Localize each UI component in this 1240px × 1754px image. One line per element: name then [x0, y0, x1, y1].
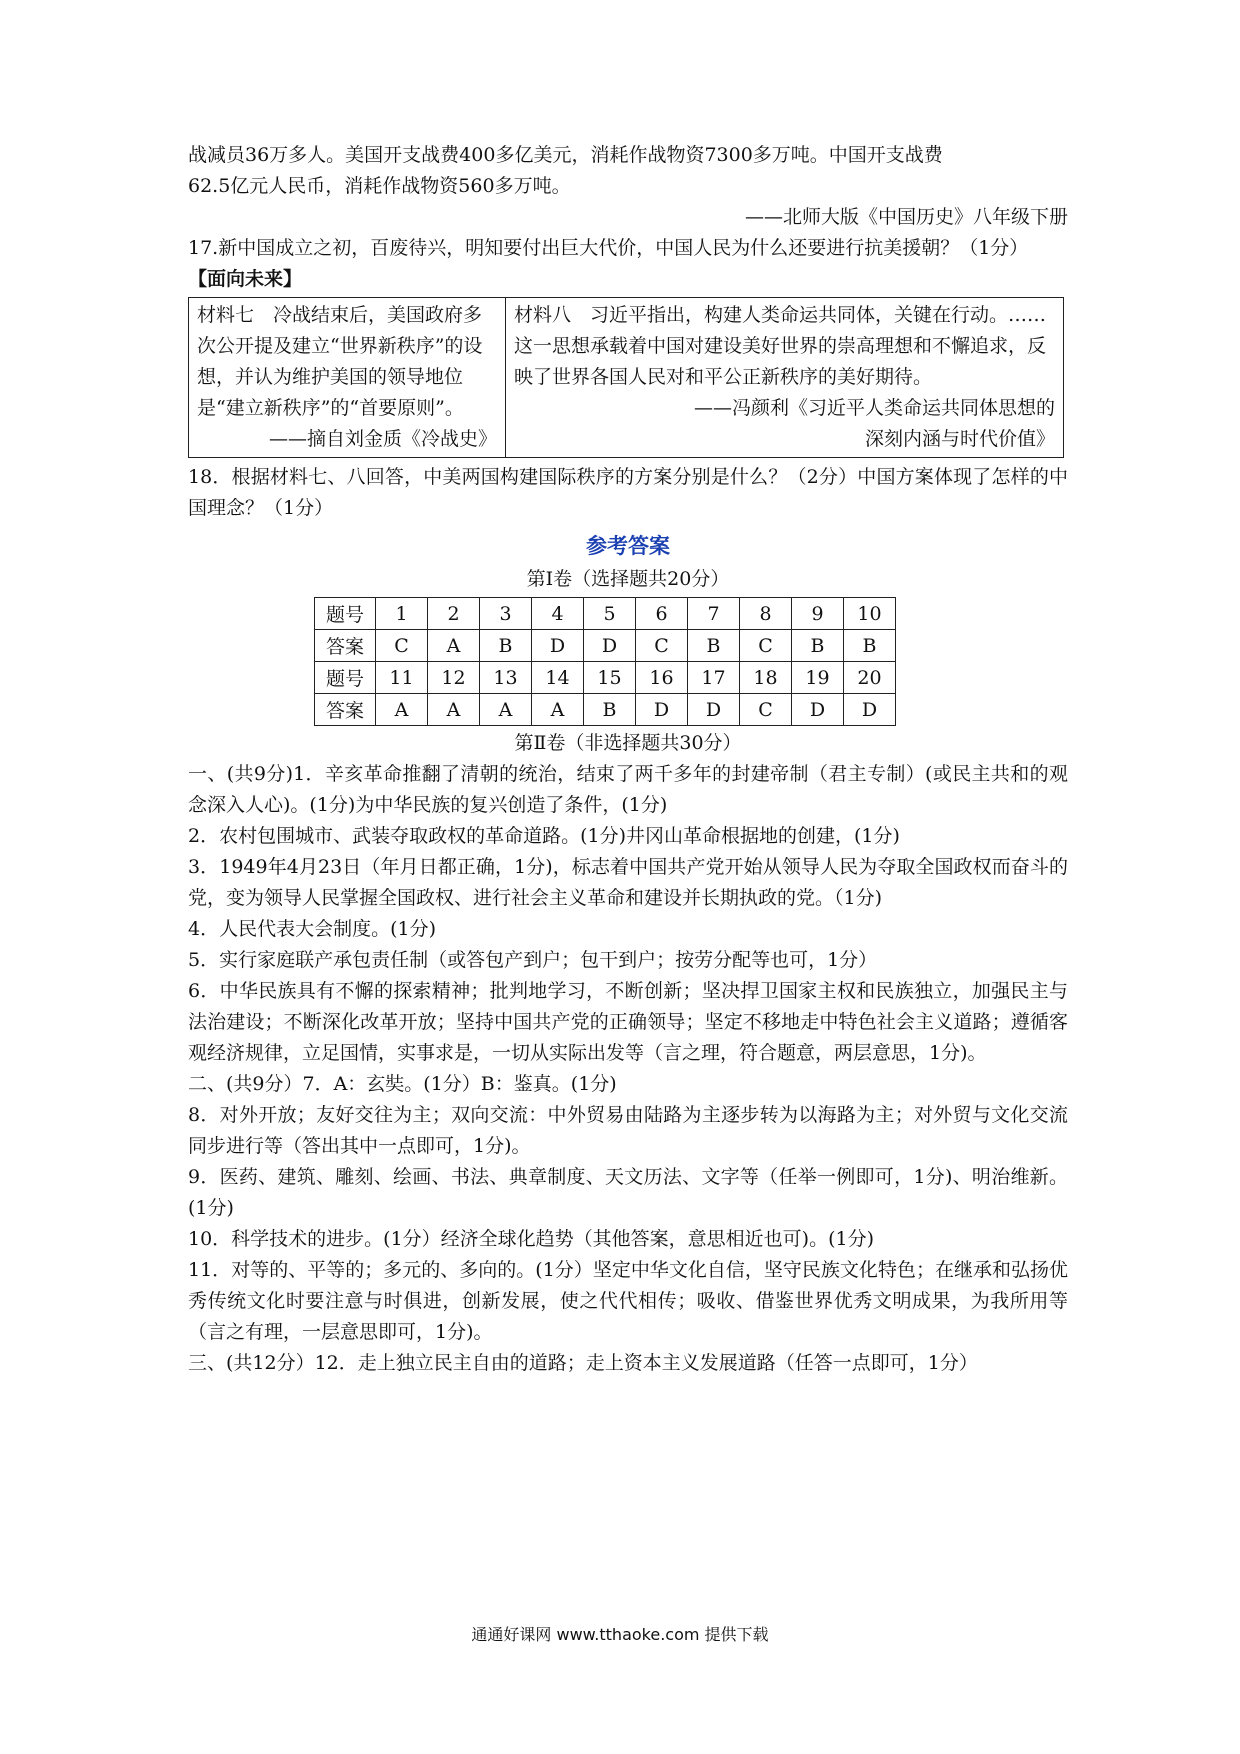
- material-7-source: ——摘自刘金质《冷战史》: [268, 428, 497, 450]
- table-cell: 4: [532, 598, 584, 630]
- answer-key-title: 参考答案: [586, 534, 670, 558]
- section-heading: 【面向未来】: [188, 268, 303, 290]
- header-cell: 答案: [315, 694, 376, 726]
- table-row: [315, 598, 896, 630]
- table-cell: D: [792, 694, 844, 726]
- table-cell: A: [376, 694, 428, 726]
- table-cell: C: [740, 694, 792, 726]
- table-cell: D: [688, 694, 740, 726]
- table-cell: 7: [688, 598, 740, 630]
- table-cell: 10: [844, 598, 896, 630]
- answer-table: [314, 597, 896, 726]
- table-cell: B: [584, 694, 636, 726]
- document-page: [188, 140, 1068, 1379]
- material-8-text: 材料八 习近平指出，构建人类命运共同体，关键在行动。……这一思想承载着中国对建设美好世界的崇高理想和不懈追求，反映了世界各国人民对和平公正新秩序的美好期待。: [514, 304, 1047, 388]
- answer-item: 4．人民代表大会制度。(1分): [188, 918, 437, 940]
- table-row: [315, 694, 896, 726]
- answer-item: 3．1949年4月23日（年月日都正确，1分)，标志着中国共产党开始从领导人民为夺取全国政权而奋斗的党，变为领导人民掌握全国政权、进行社会主义革命和建设并长期执政的党。（1分): [188, 856, 1068, 909]
- material-7-cell: [189, 298, 506, 458]
- table-row: [315, 662, 896, 694]
- table-cell: A: [480, 694, 532, 726]
- table-cell: A: [428, 630, 480, 662]
- table-cell: 17: [688, 662, 740, 694]
- answer-item: 一、(共9分)1．辛亥革命推翻了清朝的统治，结束了两千多年的封建帝制（君主专制）(或民主共和的观念深入人心)。(1分)为中华民族的复兴创造了条件，(1分): [188, 763, 1068, 816]
- material-7-text: 材料七 冷战结束后，美国政府多次公开提及建立“世界新秩序”的设想，并认为维护美国的领导地位是“建立新秩序”的“首要原则”。: [197, 304, 483, 419]
- table-cell: A: [428, 694, 480, 726]
- table-cell: 16: [636, 662, 688, 694]
- table-cell: B: [480, 630, 532, 662]
- table-cell: 3: [480, 598, 532, 630]
- text-line: 62.5亿元人民币，消耗作战物资560多万吨。: [188, 175, 571, 197]
- table-cell: B: [792, 630, 844, 662]
- table-cell: B: [844, 630, 896, 662]
- table-cell: 11: [376, 662, 428, 694]
- table-cell: 6: [636, 598, 688, 630]
- table-cell: 18: [740, 662, 792, 694]
- table-cell: 9: [792, 598, 844, 630]
- answer-item: 10．科学技术的进步。(1分）经济全球化趋势（其他答案，意思相近也可)。(1分): [188, 1228, 875, 1250]
- table-cell: 12: [428, 662, 480, 694]
- table-cell: 8: [740, 598, 792, 630]
- part-2-title: 第Ⅱ卷（非选择题共30分）: [514, 732, 742, 754]
- table-cell: 13: [480, 662, 532, 694]
- table-cell: 19: [792, 662, 844, 694]
- answer-item: 5．实行家庭联产承包责任制（或答包产到户；包干到户；按劳分配等也可，1分）: [188, 949, 878, 971]
- table-cell: D: [844, 694, 896, 726]
- table-cell: A: [532, 694, 584, 726]
- table-cell: 1: [376, 598, 428, 630]
- answer-item: 三、(共12分）12．走上独立民主自由的道路；走上资本主义发展道路（任答一点即可，1分）: [188, 1352, 978, 1374]
- question-18: 18．根据材料七、八回答，中美两国构建国际秩序的方案分别是什么？（2分）中国方案体现了怎样的中国理念？（1分）: [188, 466, 1068, 519]
- material-8-cell: [506, 298, 1064, 458]
- table-cell: B: [688, 630, 740, 662]
- table-cell: C: [376, 630, 428, 662]
- question-17: 17.新中国成立之初，百废待兴，明知要付出巨大代价，中国人民为什么还要进行抗美援朝？（1分）: [188, 237, 1029, 259]
- answer-item: 6．中华民族具有不懈的探索精神；批判地学习，不断创新；坚决捍卫国家主权和民族独立，加强民主与法治建设；不断深化改革开放；坚持中国共产党的正确领导；坚定不移地走中特色社会主义道路；遵循客观经济规律，立足国情，实事求是，一切从实际出发等（言之理，符合题意，两层意思，1分)。: [188, 980, 1068, 1064]
- table-cell: D: [636, 694, 688, 726]
- table-cell: 15: [584, 662, 636, 694]
- table-cell: 14: [532, 662, 584, 694]
- table-row: [315, 630, 896, 662]
- answer-item: 11．对等的、平等的；多元的、多向的。(1分）坚定中华文化自信，坚守民族文化特色；在继承和弘扬优秀传统文化时要注意与时俱进，创新发展，使之代代相传；吸收、借鉴世界优秀文明成果，为我所用等（言之有理，一层意思即可，1分)。: [188, 1259, 1068, 1343]
- part-1-title: 第Ⅰ卷（选择题共20分）: [526, 568, 730, 590]
- text-line: 战减员36万多人。美国开支战费400多亿美元，消耗作战物资7300多万吨。中国开支战费: [188, 144, 943, 166]
- materials-table: [188, 297, 1064, 458]
- source-citation: ——北师大版《中国历史》八年级下册: [744, 206, 1068, 228]
- answer-item: 2．农村包围城市、武装夺取政权的革命道路。(1分)井冈山革命根据地的创建，(1分): [188, 825, 900, 847]
- table-cell: 5: [584, 598, 636, 630]
- table-cell: D: [532, 630, 584, 662]
- header-cell: 答案: [315, 630, 376, 662]
- table-cell: D: [584, 630, 636, 662]
- table-cell: C: [740, 630, 792, 662]
- answer-item: 9．医药、建筑、雕刻、绘画、书法、典章制度、天文历法、文字等（任举一例即可，1分)、明治维新。(1分): [188, 1166, 1068, 1219]
- answer-item: 8．对外开放；友好交往为主；双向交流：中外贸易由陆路为主逐步转为以海路为主；对外贸与文化交流同步进行等（答出其中一点即可，1分)。: [188, 1104, 1068, 1157]
- header-cell: 题号: [315, 662, 376, 694]
- material-8-source-cont: 深刻内涵与时代价值》: [864, 428, 1055, 450]
- header-cell: 题号: [315, 598, 376, 630]
- table-cell: 20: [844, 662, 896, 694]
- page-footer: 通通好课网 www.tthaoke.com 提供下载: [471, 1625, 769, 1644]
- table-cell: C: [636, 630, 688, 662]
- material-8-source: ——冯颜利《习近平人类命运共同体思想的: [693, 397, 1055, 419]
- answer-item: 二、(共9分）7．A：玄奘。(1分）B：鉴真。(1分): [188, 1073, 617, 1095]
- table-cell: 2: [428, 598, 480, 630]
